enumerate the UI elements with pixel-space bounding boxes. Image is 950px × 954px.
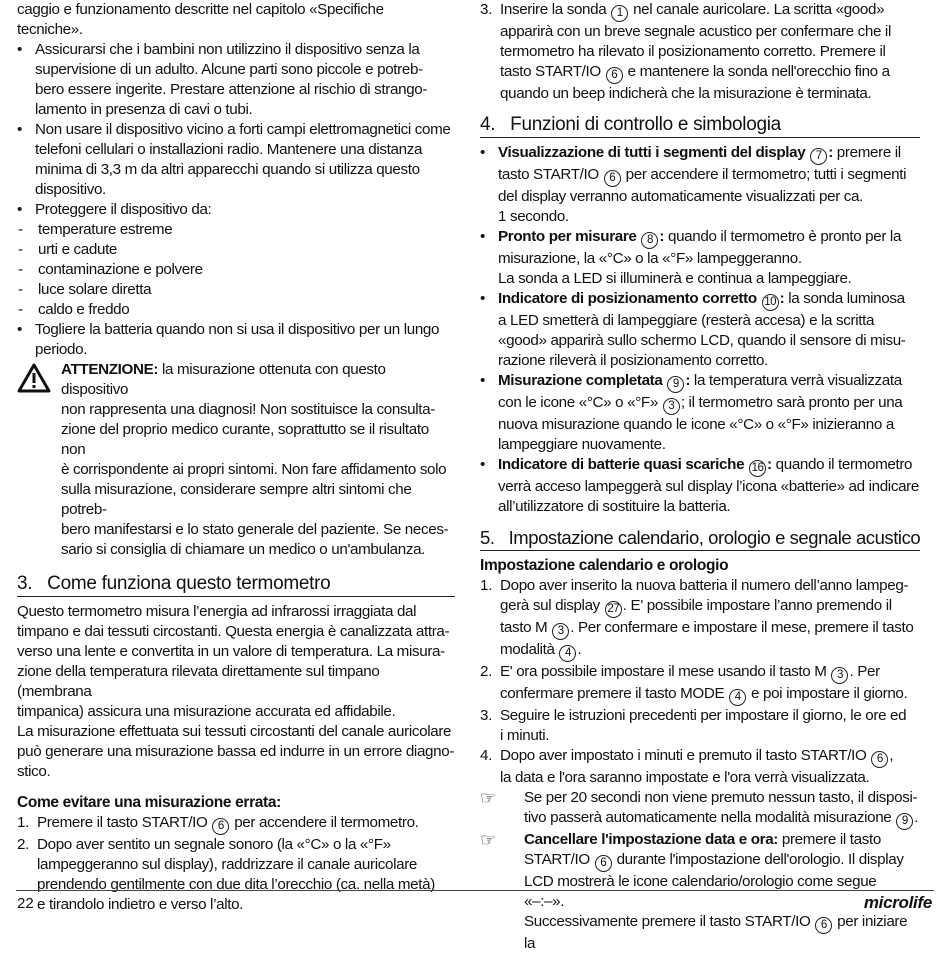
circled-number: 6 bbox=[595, 855, 612, 872]
list-item bbox=[480, 0, 920, 104]
circled-number: 16 bbox=[749, 460, 766, 477]
text-line: modalità 4 . bbox=[500, 640, 920, 662]
dash-marker: - bbox=[18, 281, 23, 298]
text-line: E' ora possibile impostare il mese usando il tasto M 3 . Per bbox=[500, 662, 920, 684]
text-line: LCD mostrerà le icone calendario/orologio come segue «–:–». bbox=[524, 873, 877, 910]
text-line: gerà sul display 27 . E' possibile impostare l’anno premendo il bbox=[500, 596, 920, 618]
text-line: caldo e freddo bbox=[38, 301, 130, 318]
text-run: per accendere il termometro. bbox=[230, 814, 419, 831]
brand-logo: microlife bbox=[863, 893, 932, 912]
text-line: a LED smetterà di lampeggiare (resterà accesa) e la scritta bbox=[498, 312, 875, 329]
text-line: zione del proprio medico curante, soprattutto se il risultato non bbox=[61, 421, 429, 458]
circled-number: 1 bbox=[611, 5, 628, 22]
circled-number: 3 bbox=[552, 623, 569, 640]
text-line: Pronto per misurare 8 : quando il termometro è pronto per la bbox=[498, 227, 920, 249]
text-line: Seguire le istruzioni precedenti per impostare il giorno, le ore ed bbox=[500, 707, 907, 724]
text-line: i minuti. bbox=[500, 727, 550, 744]
list-number: 1. bbox=[17, 814, 29, 831]
text-line: timpanica) assicura una misurazione accurata ed affidabile. bbox=[17, 703, 396, 720]
list-item bbox=[480, 576, 920, 662]
list-item bbox=[480, 746, 920, 788]
text-line: urti e cadute bbox=[38, 241, 118, 258]
bullet-icon: • bbox=[480, 456, 485, 473]
circled-number: 3 bbox=[831, 667, 848, 684]
section-heading: 5. Impostazione calendario, orologio e segnale acustico bbox=[480, 528, 920, 551]
list-item bbox=[17, 220, 455, 240]
text-line: sario si consiglia di chiamare un medico o un'ambulanza. bbox=[61, 541, 426, 558]
list-number: 3. bbox=[480, 1, 492, 18]
text-line: non rappresenta una diagnosi! Non sostituisce la consulta- bbox=[61, 401, 435, 418]
text-line bbox=[61, 360, 455, 400]
text-line: razione rileverà il posizionamento corretto. bbox=[498, 352, 768, 369]
list-item bbox=[17, 120, 455, 200]
text-line: nuova misurazione quando le icone «°C» o «°F» inizieranno a bbox=[498, 416, 894, 433]
bullet-icon: • bbox=[17, 121, 22, 138]
list-number: 3. bbox=[480, 707, 492, 724]
text-line: confermare premere il tasto MODE 4 e poi impostare il giorno. bbox=[500, 684, 920, 706]
bullet-icon: • bbox=[480, 290, 485, 307]
dash-marker: - bbox=[18, 301, 23, 318]
text-run: Premere il tasto START/IO bbox=[37, 814, 212, 831]
page-number: 22 bbox=[17, 895, 34, 912]
list-item bbox=[480, 227, 920, 289]
circled-number: 7 bbox=[810, 148, 827, 165]
subheading: Come evitare una misurazione errata: bbox=[17, 794, 281, 811]
section-body bbox=[480, 143, 920, 517]
circled-number: 6 bbox=[871, 751, 888, 768]
list-item bbox=[480, 289, 920, 371]
text-line: Indicatore di posizionamento corretto 10 : la sonda luminosa bbox=[498, 289, 920, 311]
text-line: START/IO 6 durante l'impostazione dell'orologio. Il display bbox=[524, 850, 920, 872]
text-line: verso una lente e convertita in un valore di temperatura. La misura- bbox=[17, 643, 445, 660]
text-line: Se per 20 secondi non viene premuto nessun tasto, il disposi- bbox=[524, 789, 918, 806]
left-column bbox=[17, 0, 455, 915]
dash-marker: - bbox=[18, 261, 23, 278]
list-item bbox=[480, 706, 920, 746]
text-line: Non usare il dispositivo vicino a forti campi elettromagnetici come bbox=[35, 121, 451, 138]
text-line: La misurazione effettuata sui tessuti circostanti del canale auricolare bbox=[17, 723, 452, 740]
circled-number: 9 bbox=[896, 813, 913, 830]
circled-number: 6 bbox=[815, 917, 832, 934]
circled-number: 9 bbox=[667, 376, 684, 393]
bullet-icon: • bbox=[17, 201, 22, 218]
list-item bbox=[17, 320, 455, 360]
bullet-icon: • bbox=[480, 228, 485, 245]
pointing-hand-icon: ☞ bbox=[480, 788, 496, 808]
text-line: zione della temperatura rilevata direttamente sul timpano (membrana bbox=[17, 663, 380, 700]
bullet-icon: • bbox=[17, 41, 22, 58]
list-item bbox=[17, 280, 455, 300]
list-item bbox=[17, 813, 455, 835]
text-line: Successivamente premere il tasto START/IO 6 per iniziare la bbox=[524, 913, 908, 952]
text-line: timpano e dai tessuti circostanti. Questa energia è canalizzata attra- bbox=[17, 623, 450, 640]
list-item bbox=[17, 300, 455, 320]
section-body bbox=[17, 602, 455, 782]
circled-number: 4 bbox=[729, 689, 746, 706]
text-line: misurazione, la «°C» o la «°F» lampeggeranno. bbox=[498, 250, 802, 267]
text-line: la data e l'ora saranno impostate e l'ora verrà visualizzata. bbox=[500, 769, 870, 786]
text-line: periodo. bbox=[35, 341, 88, 358]
list-item bbox=[17, 200, 455, 220]
text-line: luce solare diretta bbox=[38, 281, 152, 298]
list-number: 2. bbox=[480, 663, 492, 680]
text-line: tasto START/IO 6 per accendere il termometro; tutti i segmenti bbox=[498, 165, 920, 187]
text-line: Indicatore di batterie quasi scariche 16 : quando il termometro bbox=[498, 455, 920, 477]
text-line: è corrispondente ai propri sintomi. Non fare affidamento solo bbox=[61, 461, 447, 478]
text-line: Misurazione completata 9 : la temperatura verrà visualizzata bbox=[498, 371, 920, 393]
text-line: Togliere la batteria quando non si usa il dispositivo per un lungo bbox=[35, 321, 440, 338]
list-number: 1. bbox=[480, 577, 492, 594]
warning-block bbox=[17, 360, 455, 560]
text-line: prendendo gentilmente con due dita l’orecchio (ca. nella metà) bbox=[37, 876, 435, 893]
text-line: del display verranno automaticamente visualizzati per ca. bbox=[498, 188, 863, 205]
list-number: 4. bbox=[480, 747, 492, 764]
text-line: termometro ha rilevato il posizionamento corretto. Premere il bbox=[500, 43, 886, 60]
pointing-hand-icon: ☞ bbox=[480, 830, 496, 850]
circled-number: 6 bbox=[604, 170, 621, 187]
text-line: e tirandolo indietro e verso l’alto. bbox=[37, 896, 244, 913]
text-line: Assicurarsi che i bambini non utilizzino il dispositivo senza la bbox=[35, 41, 420, 58]
dash-marker: - bbox=[18, 241, 23, 258]
text-line: Inserire la sonda 1 nel canale auricolare. La scritta «good» bbox=[500, 0, 920, 22]
text-line: contaminazione e polvere bbox=[38, 261, 203, 278]
text-line: verrà acceso lampeggerà sul display l’icona «batterie» ad indicare bbox=[498, 478, 919, 495]
text-line: con le icone «°C» o «°F» 3 ; il termometro sarà pronto per una bbox=[498, 393, 920, 415]
note-item bbox=[480, 830, 920, 954]
circled-number: 10 bbox=[762, 294, 779, 311]
bullet-icon: • bbox=[17, 321, 22, 338]
section-heading: 3. Come funziona questo termometro bbox=[17, 574, 455, 597]
list-item bbox=[17, 240, 455, 260]
list-item bbox=[480, 143, 920, 227]
list-item bbox=[17, 40, 455, 120]
text-line: bero manifestarsi e lo stato generale del paziente. Se neces- bbox=[61, 521, 449, 538]
text-line: può generare una misurazione bassa ed indurre in un errore diagno- bbox=[17, 743, 455, 760]
text-line: telefoni cellulari o installazioni radio. Mantenere una distanza bbox=[35, 141, 423, 158]
text-line: Cancellare l'impostazione data e ora: premere il tasto bbox=[524, 831, 881, 848]
text-line: temperature estreme bbox=[38, 221, 173, 238]
text-line: quando un beep indicherà che la misurazione è terminata. bbox=[500, 85, 872, 102]
circled-number: 8 bbox=[641, 232, 658, 249]
list-item bbox=[17, 835, 455, 915]
section-heading: 4. Funzioni di controllo e simbologia bbox=[480, 115, 920, 138]
text-line: lamento in presenza di cavi o tubi. bbox=[35, 101, 253, 118]
text-line: Dopo aver inserito la nuova batteria il numero dell’anno lampeg- bbox=[500, 577, 909, 594]
right-column bbox=[480, 0, 920, 954]
list-item bbox=[480, 455, 920, 517]
text-line: tasto M 3 . Per confermare e impostare il mese, premere il tasto bbox=[500, 618, 920, 640]
bullet-icon: • bbox=[480, 144, 485, 161]
text-line: La sonda a LED si illuminerà e continua a lampeggiare. bbox=[498, 270, 852, 287]
text-line: dispositivo. bbox=[35, 181, 106, 198]
text-line: all’utilizzatore di sostituire la batteria. bbox=[498, 498, 731, 515]
text-line: sulla misurazione, considerare sempre altri sintomi che potreb- bbox=[61, 481, 412, 518]
circled-number: 6 bbox=[606, 67, 623, 84]
text-line: Dopo aver sentito un segnale sonoro (la «°C» o la «°F» bbox=[37, 836, 391, 853]
text-line: caggio e funzionamento descritte nel capitolo «Specifiche bbox=[17, 1, 384, 18]
list-number: 2. bbox=[17, 836, 29, 853]
list-item bbox=[17, 260, 455, 280]
warning-title: ATTENZIONE: bbox=[61, 361, 159, 378]
subheading: Impostazione calendario e orologio bbox=[480, 557, 729, 574]
text-line: supervisione di un adulto. Alcune parti sono piccole e potreb- bbox=[35, 61, 423, 78]
text-line: Proteggere il dispositivo da: bbox=[35, 201, 212, 218]
circled-number: 4 bbox=[559, 645, 576, 662]
text-line: lampeggiare nuovamente. bbox=[498, 436, 666, 453]
footer-divider bbox=[16, 890, 934, 891]
text-line: «good» apparirà sullo schermo LCD, quando il sensore di misu- bbox=[498, 332, 906, 349]
warning-triangle-icon bbox=[17, 363, 51, 393]
list-item bbox=[480, 371, 920, 455]
note-item bbox=[480, 788, 920, 830]
text-line: lampeggeranno sul display), raddrizzare il canale auricolare bbox=[37, 856, 417, 873]
circled-number: 27 bbox=[605, 601, 622, 618]
text-line: minima di 3,3 m da altri apparecchi quando si utilizza questo bbox=[35, 161, 420, 178]
text-line: bero essere ingerite. Prestare attenzione al rischio di strango- bbox=[35, 81, 428, 98]
bullet-icon: • bbox=[480, 372, 485, 389]
list-item bbox=[480, 662, 920, 706]
text-line: tecniche». bbox=[17, 21, 83, 38]
text-run: la misurazione ottenuta con questo dispositivo bbox=[61, 361, 386, 398]
circled-number: 3 bbox=[663, 398, 680, 415]
text-line: 1 secondo. bbox=[498, 208, 569, 225]
text-line: Dopo aver impostato i minuti e premuto il tasto START/IO 6 , bbox=[500, 746, 920, 768]
text-line: tivo passerà automaticamente nella modalità misurazione 9 . bbox=[524, 808, 920, 830]
text-line: stico. bbox=[17, 763, 51, 780]
circled-number: 6 bbox=[212, 818, 229, 835]
text-line: apparirà con un breve segnale acustico per confermare che il bbox=[500, 23, 891, 40]
text-line: Questo termometro misura l’energia ad infrarossi irraggiata dal bbox=[17, 603, 417, 620]
dash-marker: - bbox=[18, 221, 23, 238]
text-line: Visualizzazione di tutti i segmenti del display 7 : premere il bbox=[498, 143, 920, 165]
text-line: tasto START/IO 6 e mantenere la sonda nell'orecchio fino a bbox=[500, 62, 920, 84]
